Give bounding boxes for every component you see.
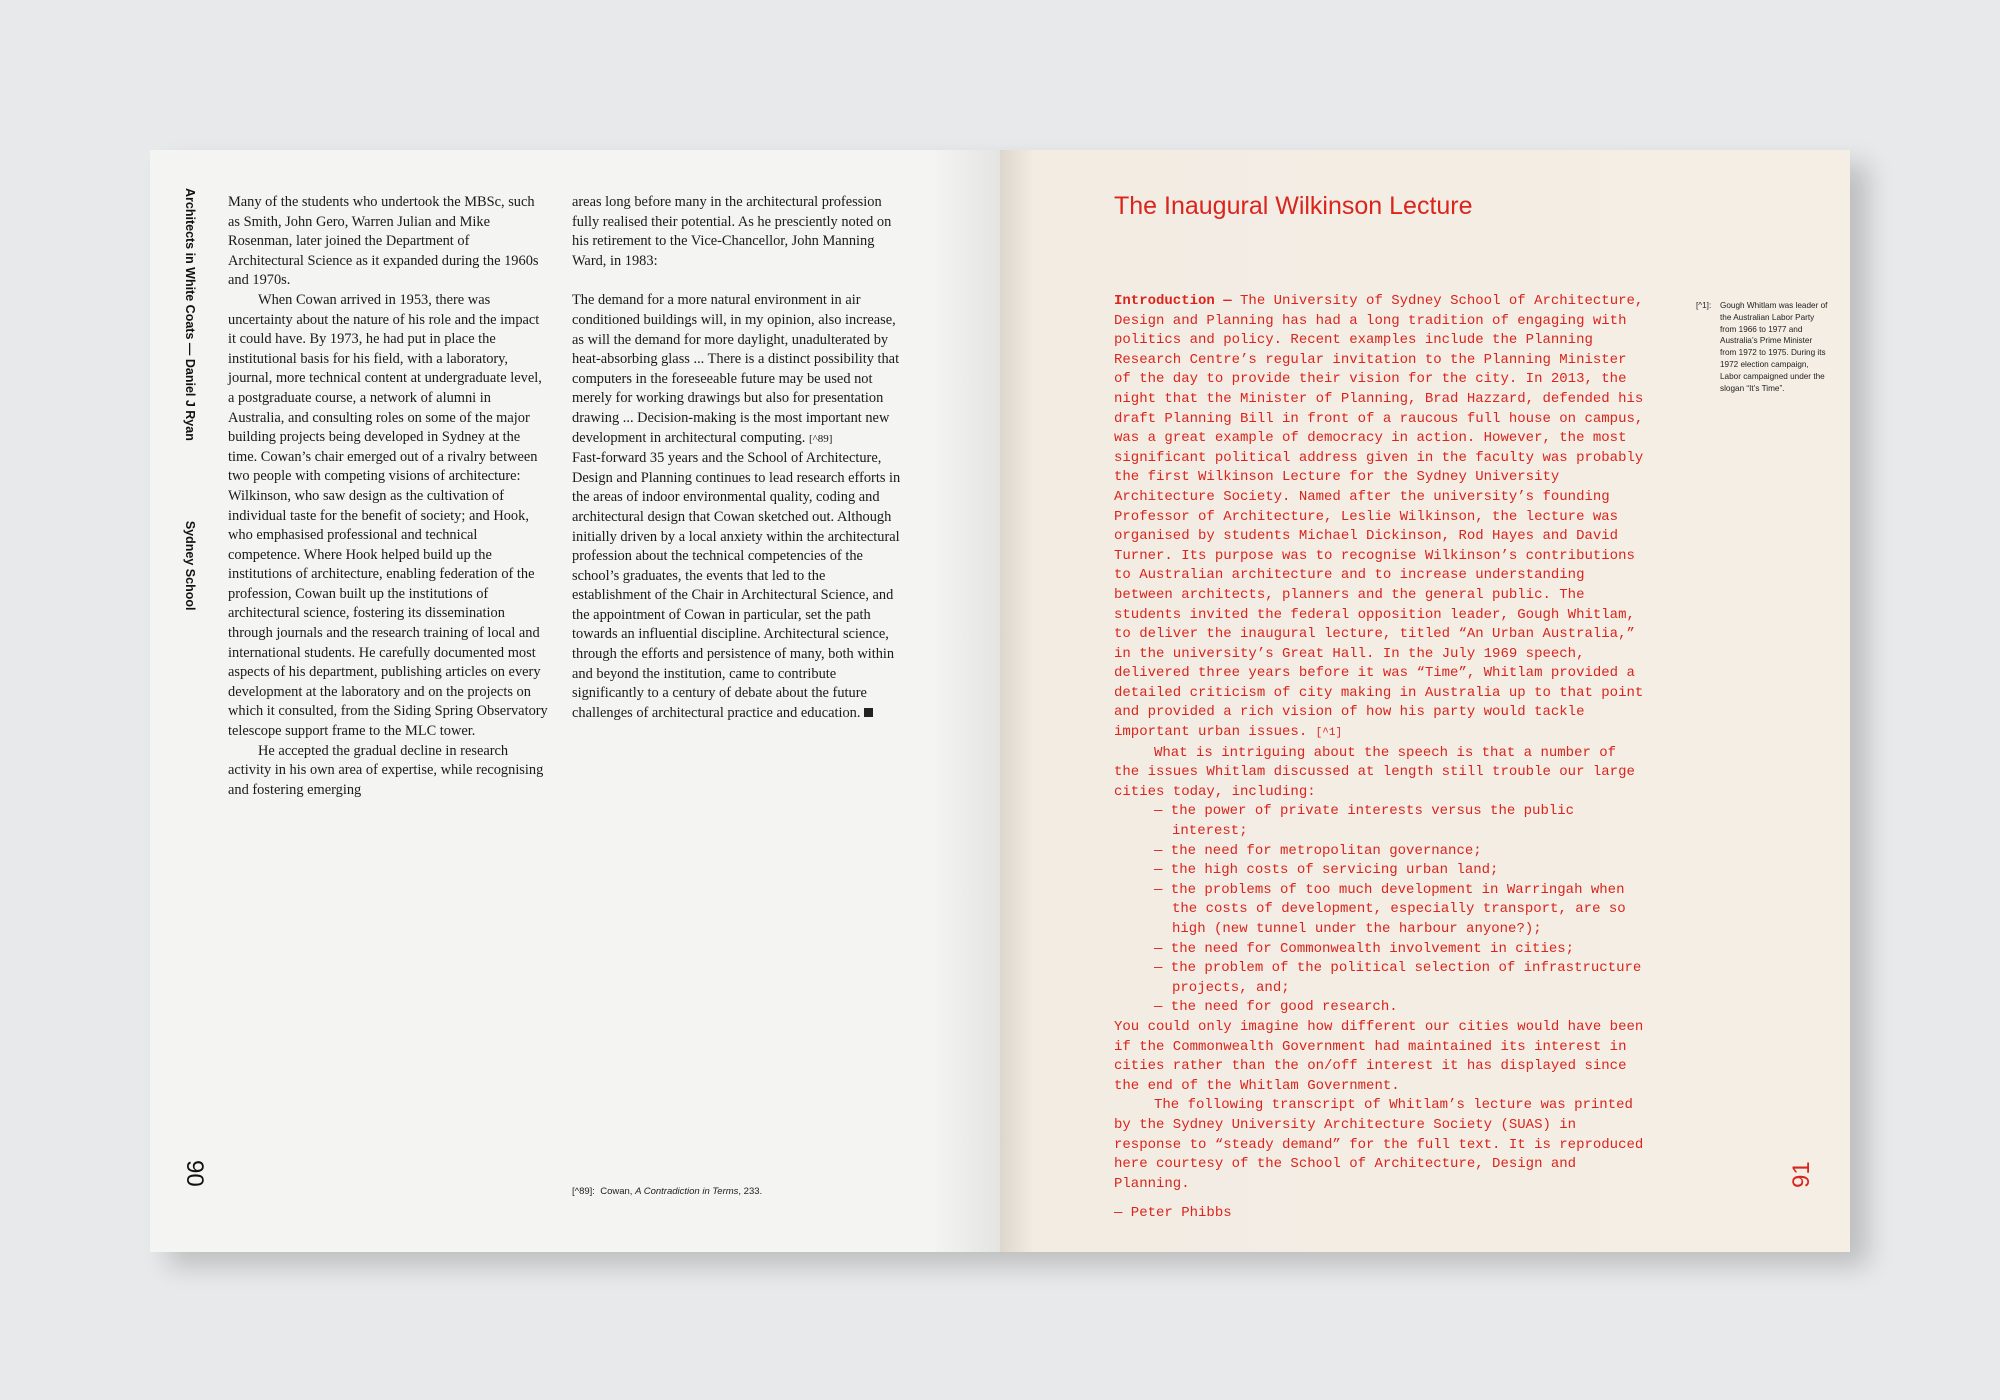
footnote-reference: [^1] — [1315, 727, 1343, 740]
footnote-title: A Contradiction in Terms — [635, 1186, 739, 1197]
quote-text: The demand for a more natural environment in air conditioned buildings will, in my opinion, also increase, as will the demand for more daylight, unadulterated by heat-absorbing glass ... There is a distinct possibility that computers in the foreseeable future may be used not merely for working drawings but also for presentation drawing ... Decision-making is the most important new development in architectural computing. — [572, 292, 900, 446]
list-item: — the power of private interests versus the public interest; — [1154, 803, 1575, 840]
issues-list — [1114, 802, 1644, 1018]
page-number: 90 — [181, 1160, 208, 1187]
paragraph: What is intriguing about the speech is that a number of the issues Whitlam discussed at length still trouble our large cities today, including: — [1114, 744, 1635, 800]
right-page — [1000, 150, 1850, 1252]
text-column-2 — [572, 193, 902, 723]
paragraph: When Cowan arrived in 1953, there was uncertainty about the nature of his role and the impact it could have. By 1973, he had put in place the institutional basis for his field, with a laboratory, journal, more technical content at undergraduate level, a postgraduate course, a network of alumni in Australia, and consulting roles on some of the major building projects being developed in Sydney at the time. Cowan’s chair emerged out of a rivalry between two people with competing visions of architecture: Wilkinson, who saw design as the cultivation of individual taste for the benefit of society; and Hook, who emphasised professional and technical competence. Where Hook helped build up the institutions of architecture, enabling federation of the profession, Cowan built up the institutions of architectural science, fostering its dissemination through journals and the research training of local and international students. He carefully documented most aspects of his department, publishing articles on every development at the laboratory and on the projects on which it consulted, from the Siding Spring Observatory telescope support frame to the MLC tower. — [228, 291, 548, 740]
list-item: — the need for Commonwealth involvement in cities; — [1154, 940, 1575, 957]
chapter-title: The Inaugural Wilkinson Lecture — [1114, 192, 1473, 220]
list-item: — the need for metropolitan governance; — [1154, 842, 1482, 859]
list-item: — the high costs of servicing urban land; — [1154, 862, 1499, 879]
text-column-1 — [228, 193, 548, 800]
paragraph: He accepted the gradual decline in research activity in his own area of expertise, while recognising and fostering emerging — [228, 742, 544, 798]
paragraph: The following transcript of Whitlam’s lecture was printed by the Sydney University Architecture Society (SUAS) in response to “steady demand” for the full text. It is reproduced here courtesy of the School of Architecture, Design and Planning. — [1114, 1097, 1644, 1192]
sidenote-mark: [^1]: — [1696, 301, 1712, 310]
running-head-book-title: Architects in White Coats — Daniel J Ryan — [183, 188, 197, 441]
paragraph: Many of the students who undertook the MBSc, such as Smith, John Gero, Warren Julian and Mike Rosenman, later joined the Department of Architectural Science as it expanded during the 1960s and 1970s. — [228, 194, 539, 289]
end-mark-icon — [864, 708, 873, 717]
paragraph-text: Fast-forward 35 years and the School of Architecture, Design and Planning continues to lead research efforts in the areas of indoor environmental quality, coding and architectural design that Cowan sketched out. Although initially driven by a local anxiety within the architectural profession about the technical competencies of the school’s graduates, the events that led to the establishment of the Chair in Architectural Science, and the appointment of Cowan in particular, set the path towards an influential discipline. Architectural science, through the efforts and persistence of many, both within and beyond the institution, came to contribute significantly to a century of debate about the future challenges of architectural practice and education. — [572, 450, 901, 721]
footnote — [572, 1186, 762, 1197]
block-quote — [572, 291, 902, 449]
list-item: — the need for good research. — [1154, 999, 1398, 1016]
paragraph — [1114, 292, 1644, 744]
book-spread — [150, 150, 1850, 1252]
intro-label: Introduction — — [1114, 293, 1232, 309]
footnote-reference: [^89] — [808, 432, 833, 445]
signature: — Peter Phibbs — [1114, 1205, 1232, 1222]
paragraph: You could only imagine how different our cities would have been if the Commonwealth Government had maintained its interest in cities rather than the on/off interest it has displayed since the end of the Whitlam Government. — [1114, 1018, 1644, 1094]
list-item: — the problems of too much development in Warringah when the costs of development, especially transport, are so high (new tunnel under the harbour anyone?); — [1154, 881, 1626, 937]
sidenote-text: Gough Whitlam was leader of the Australian Labor Party from 1966 to 1977 and Australia’s Prime Minister from 1972 to 1975. During its 1972 election campaign, Labor campaigned under the slogan “It’s Time”. — [1720, 301, 1828, 393]
footnote-page: , 233. — [738, 1186, 763, 1197]
footnote-author: Cowan, — [600, 1186, 633, 1197]
list-item: — the problem of the political selection of infrastructure projects, and; — [1154, 960, 1642, 996]
running-head-section: Sydney School — [183, 520, 197, 611]
running-head — [183, 188, 197, 610]
sidenote — [1696, 300, 1830, 394]
intro-text: The University of Sydney School of Architecture, Design and Planning has had a long tradition of engaging with politics and policy. Recent examples include the Planning Research Centre’s regular invitation to the Planning Minister of the day to provide their vision for the city. In 2013, the night that the Minister of Planning, Brad Hazzard, defended his draft Planning Bill in front of a raucous full house on campus, was a great example of democracy in action. However, the most significant political address given in the faculty was probably the first Wilkinson Lecture for the Sydney University Architecture Society. Named after the university’s founding Professor of Architecture, Leslie Wilkinson, the lecture was organised by students Michael Dickinson, Rod Hayes and David Turner. Its purpose was to recognise Wilkinson’s contributions to Australian architecture and to increase understanding between architects, planners and the general public. The students invited the federal opposition leader, Gough Whitlam, to deliver the inaugural lecture, titled “An Urban Australia,” in the university’s Great Hall. In the July 1969 speech, delivered three years before it was “Time”, Whitlam provided a detailed criticism of city making in Australia up to that point and provided a rich vision of how his party would tackle important urban issues. — [1114, 293, 1644, 741]
lecture-introduction — [1114, 292, 1644, 1224]
left-page — [150, 150, 1000, 1252]
footnote-mark: [^89]: — [572, 1186, 595, 1197]
paragraph: areas long before many in the architectural profession fully realised their potential. As he presciently noted on his retirement to the Vice-Chancellor, John Manning Ward, in 1983: — [572, 194, 892, 269]
page-number: 91 — [1788, 1161, 1815, 1188]
paragraph — [572, 449, 902, 723]
